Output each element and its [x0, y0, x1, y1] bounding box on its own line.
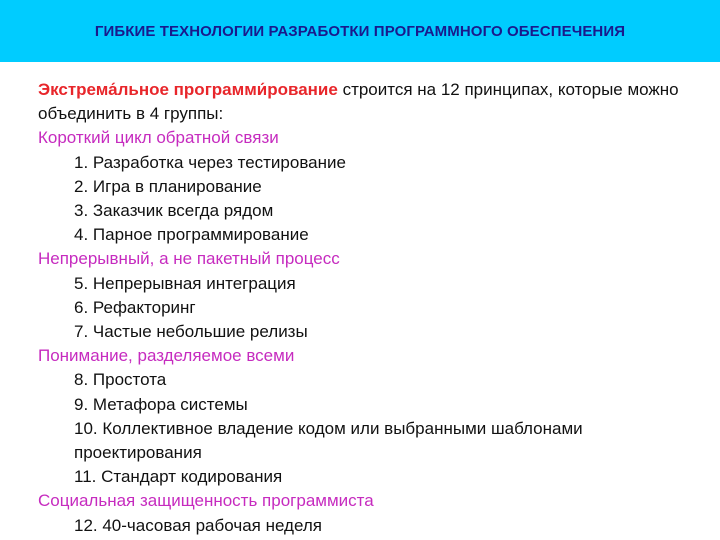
- principle-item: 7. Частые небольшие релизы: [74, 322, 308, 342]
- principle-item: 8. Простота: [74, 370, 167, 390]
- principle-item: 3. Заказчик всегда рядом: [74, 201, 274, 221]
- group-heading-programmer-welfare: Социальная защищенность программиста: [38, 491, 374, 511]
- group-heading-continuous-process: Непрерывный, а не пакетный процесс: [38, 249, 340, 269]
- title-bar: [0, 0, 720, 62]
- principle-item: 4. Парное программирование: [74, 225, 309, 245]
- slide-body: [38, 78, 688, 538]
- principle-item: 10. Коллективное владение кодом или выбранными шаблонами проектирования: [74, 418, 583, 463]
- group-heading-shared-understanding: Понимание, разделяемое всеми: [38, 346, 295, 366]
- principle-item: 6. Рефакторинг: [74, 297, 196, 317]
- principle-item: 9. Метафора системы: [74, 394, 248, 414]
- group-heading-feedback: Короткий цикл обратной связи: [38, 128, 279, 148]
- intro-term: Экстрема́льное программи́рование: [38, 80, 338, 99]
- principle-item: 2. Игра в планирование: [74, 176, 262, 196]
- intro-paragraph: [38, 78, 688, 126]
- principle-item: 5. Непрерывная интеграция: [74, 273, 296, 293]
- principle-item: 1. Разработка через тестирование: [74, 152, 346, 172]
- principle-item: 11. Стандарт кодирования: [74, 467, 283, 487]
- slide-title: ГИБКИЕ ТЕХНОЛОГИИ РАЗРАБОТКИ ПРОГРАММНОГО ОБЕСПЕЧЕНИЯ: [94, 22, 626, 40]
- intro-text: строится на 12 принципах, которые можно объединить в 4 группы:: [38, 80, 679, 124]
- principle-item: 12. 40-часовая рабочая неделя: [74, 515, 322, 535]
